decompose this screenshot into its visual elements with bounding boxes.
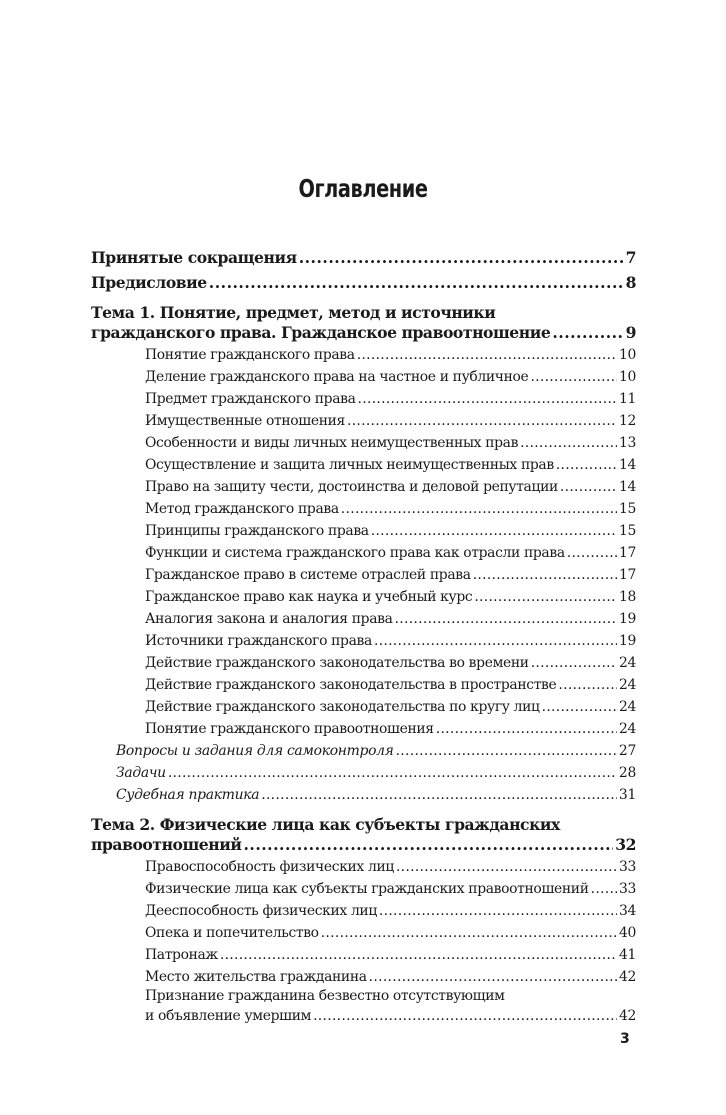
leader-dots: [558, 677, 617, 693]
toc-entry-tasks[interactable]: [116, 765, 636, 781]
toc-entry-page: 7: [625, 248, 636, 267]
toc-entry-title: Принципы гражданского права: [145, 523, 369, 539]
toc-entry-title: Дееспособность физических лиц: [145, 903, 377, 919]
leader-dots: [261, 787, 617, 803]
toc-entry-page: 10: [619, 369, 636, 385]
toc-subentry[interactable]: [145, 699, 636, 715]
leader-dots: [520, 435, 617, 451]
toc-entry-title: Опека и попечительство: [145, 925, 319, 941]
toc-subentry[interactable]: [145, 413, 636, 429]
toc-entry-title: Вопросы и задания для самоконтроля: [116, 743, 394, 759]
leader-dots: [379, 903, 617, 919]
toc-subentry[interactable]: [145, 523, 636, 539]
leader-dots: [473, 567, 617, 583]
toc-subentry[interactable]: [145, 457, 636, 473]
toc-entry-page: 10: [619, 347, 636, 363]
toc-subentry[interactable]: [145, 611, 636, 627]
toc-entry-title: Деление гражданского права на частное и публичное: [145, 369, 529, 385]
toc-entry-page: 27: [618, 743, 636, 759]
toc-entry-title: Предисловие: [91, 273, 207, 292]
leader-dots: [556, 457, 617, 473]
toc-entry-page: 42: [619, 969, 636, 985]
toc-entry-page: 14: [619, 457, 636, 473]
toc-entry-title: Аналогия закона и аналогия права: [145, 611, 393, 627]
page-number: 3: [620, 1031, 630, 1047]
toc-subentry[interactable]: [145, 655, 636, 671]
toc-entry-title: Правоспособность физических лиц: [145, 859, 394, 875]
toc-subentry[interactable]: [145, 677, 636, 693]
leader-dots: [168, 765, 617, 781]
toc-entry-page: 28: [618, 765, 636, 781]
leader-dots: [436, 721, 617, 737]
toc-entry-page: 24: [619, 677, 636, 693]
toc-subentry[interactable]: [145, 501, 636, 517]
toc-entry-page: 19: [619, 611, 636, 627]
leader-dots: [591, 881, 617, 897]
toc-entry-page: 32: [615, 835, 636, 854]
toc-entry-title: Физические лица как субъекты гражданских правоотношений: [145, 881, 589, 897]
toc-entry-title: Принятые сокращения: [91, 248, 297, 267]
toc-entry-title: правоотношений: [91, 835, 242, 854]
toc-topic-1[interactable]: [91, 323, 636, 342]
toc-subentry[interactable]: [145, 545, 636, 561]
leader-dots: [313, 1008, 617, 1024]
leader-dots: [474, 589, 617, 605]
toc-entry-title: Место жительства гражданина: [145, 969, 367, 985]
leader-dots: [395, 611, 617, 627]
toc-entry-preface[interactable]: [91, 273, 636, 292]
page-title: Оглавление: [298, 174, 428, 203]
leader-dots: [374, 633, 617, 649]
leader-dots: [299, 248, 624, 267]
toc-topic-2-line1[interactable]: Тема 2. Физические лица как субъекты гражданских: [91, 815, 560, 834]
toc-entry-page: 15: [619, 523, 636, 539]
toc-entry-page: 24: [619, 699, 636, 715]
toc-entry-title: Судебная практика: [116, 787, 260, 803]
toc-entry-abbreviations[interactable]: [91, 248, 636, 267]
toc-entry-court-practice[interactable]: [116, 787, 636, 803]
toc-entry-page: 15: [619, 501, 636, 517]
leader-dots: [560, 479, 617, 495]
leader-dots: [347, 413, 617, 429]
toc-entry-title: Действие гражданского законодательства по кругу лиц: [145, 699, 540, 715]
toc-entry-title: Предмет гражданского права: [145, 391, 356, 407]
toc-entry-self-control[interactable]: [116, 743, 636, 759]
toc-entry-title: Особенности и виды личных неимущественных прав: [145, 435, 519, 451]
toc-entry-page: 33: [619, 881, 636, 897]
toc-entry-page: 18: [619, 589, 636, 605]
leader-dots: [396, 859, 617, 875]
leader-dots: [220, 947, 617, 963]
toc-entry-page: 33: [619, 859, 636, 875]
toc-entry-page: 41: [619, 947, 636, 963]
toc-subentry[interactable]: [145, 903, 636, 919]
toc-entry-title: Функции и система гражданского права как отрасли права: [145, 545, 565, 561]
toc-subentry[interactable]: [145, 435, 636, 451]
leader-dots: [552, 323, 623, 342]
leader-dots: [321, 925, 617, 941]
toc-entry-page: 8: [625, 273, 636, 292]
toc-subentry[interactable]: [145, 969, 636, 985]
leader-dots: [371, 523, 617, 539]
toc-subentry[interactable]: [145, 369, 636, 385]
toc-subentry[interactable]: [145, 859, 636, 875]
leader-dots: [243, 835, 613, 854]
leader-dots: [357, 347, 617, 363]
toc-entry-title: Право на защиту чести, достоинства и деловой репутации: [145, 479, 558, 495]
toc-entry-title: Источники гражданского права: [145, 633, 372, 649]
leader-dots: [530, 369, 617, 385]
toc-entry-page: 24: [619, 721, 636, 737]
toc-subentry[interactable]: [145, 567, 636, 583]
toc-entry-page: 40: [619, 925, 636, 941]
toc-entry-title: гражданского права. Гражданское правоотношение: [91, 323, 551, 342]
toc-entry-title: Действие гражданского законодательства во времени: [145, 655, 529, 671]
leader-dots: [396, 743, 617, 759]
toc-entry-title: Гражданское право в системе отраслей права: [145, 567, 471, 583]
toc-entry-title: и объявление умершим: [145, 1008, 312, 1024]
toc-entry-page: 17: [619, 567, 636, 583]
toc-entry-page: 34: [619, 903, 636, 919]
toc-entry-page: 19: [619, 633, 636, 649]
toc-entry-page: 42: [619, 1008, 636, 1024]
toc-entry-page: 14: [619, 479, 636, 495]
toc-subentry[interactable]: [145, 881, 636, 897]
toc-entry-page: 9: [625, 323, 636, 342]
toc-subentry[interactable]: [145, 947, 636, 963]
toc-entry-title: Имущественные отношения: [145, 413, 345, 429]
toc-entry-title: Понятие гражданского правоотношения: [145, 721, 434, 737]
toc-topic-1-line1[interactable]: Тема 1. Понятие, предмет, метод и источники: [91, 303, 496, 322]
leader-dots: [531, 655, 617, 671]
leader-dots: [369, 969, 617, 985]
toc-entry-title: Метод гражданского права: [145, 501, 339, 517]
toc-subentry[interactable]: [145, 589, 636, 605]
toc-entry-page: 31: [618, 787, 636, 803]
leader-dots: [542, 699, 617, 715]
toc-entry-title: Понятие гражданского права: [145, 347, 355, 363]
toc-subentry[interactable]: [145, 633, 636, 649]
toc-entry-page: 11: [619, 391, 636, 407]
toc-subentry[interactable]: [145, 479, 636, 495]
toc-entry-title: Осуществление и защита личных неимущественных прав: [145, 457, 554, 473]
toc-subentry[interactable]: [145, 721, 636, 737]
toc-entry-title: Действие гражданского законодательства в пространстве: [145, 677, 557, 693]
toc-entry-page: 24: [619, 655, 636, 671]
toc-entry-title: Гражданское право как наука и учебный курс: [145, 589, 473, 605]
leader-dots: [567, 545, 617, 561]
toc-entry-page: 13: [619, 435, 636, 451]
toc-entry-page: 12: [619, 413, 636, 429]
toc-entry-title: Задачи: [116, 765, 166, 781]
toc-subentry[interactable]: [145, 391, 636, 407]
toc-entry-page: 17: [619, 545, 636, 561]
leader-dots: [341, 501, 617, 517]
toc-subentry[interactable]: [145, 1008, 636, 1024]
toc-topic-2[interactable]: [91, 835, 636, 854]
leader-dots: [358, 391, 617, 407]
leader-dots: [209, 273, 624, 292]
toc-entry-title: Патронаж: [145, 947, 218, 963]
toc-subentry-line1[interactable]: Признание гражданина безвестно отсутствующим: [145, 988, 505, 1004]
toc-subentry[interactable]: [145, 925, 636, 941]
toc-subentry[interactable]: [145, 347, 636, 363]
